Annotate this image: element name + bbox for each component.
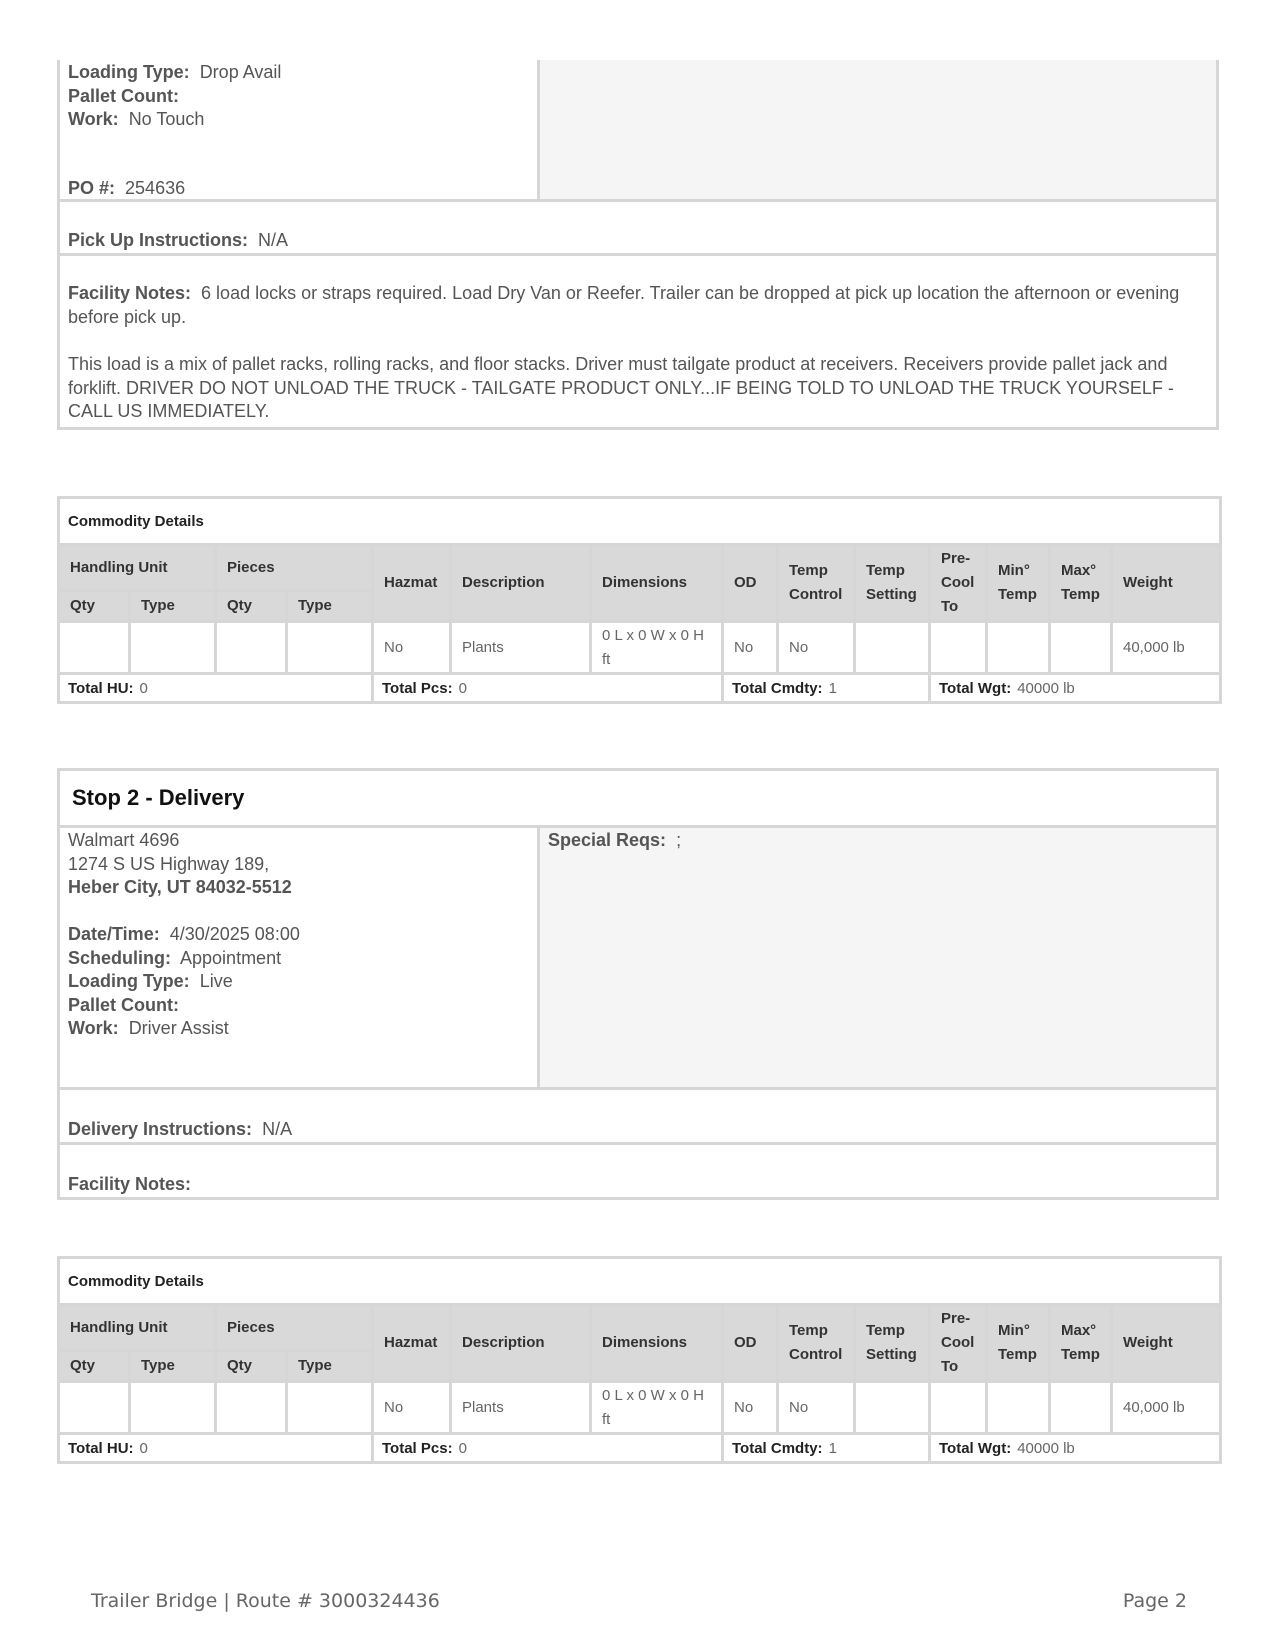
total-hu-value: 0: [139, 679, 148, 697]
total-hu-label: Total HU:: [68, 679, 134, 697]
commodity-table-2: [57, 1256, 1222, 1464]
total-wgt: [930, 674, 1221, 703]
total-hu-value: 0: [139, 1439, 148, 1457]
stop2-city-line: Heber City, UT 84032-5512: [68, 877, 292, 897]
stop1-facility-notes-label: Facility Notes:: [68, 283, 192, 303]
stop2-facility-notes-label: Facility Notes:: [68, 1173, 192, 1194]
stop2-header: [60, 771, 1216, 828]
col-pcs-type: Type: [287, 1351, 373, 1382]
description-cell: Plants: [451, 622, 591, 674]
stop1-instructions-row: [60, 202, 1216, 256]
hu-type-cell: [130, 1382, 216, 1434]
stop1-facility-notes-2: This load is a mix of pallet racks, rolling racks, and floor stacks. Driver must tailgate product at receivers. Receivers provide pallet jack and forklift. DRIVER DO NOT UNLOAD THE TRUCK - TAILGATE PRODUCT ONLY...IF BEING TOLD TO UNLOAD THE TRUCK YOURSELF - CALL US IMMEDIATELY.: [68, 354, 1174, 421]
col-hazmat: Hazmat: [373, 545, 451, 622]
hu-type-cell: [130, 622, 216, 674]
description-cell: Plants: [451, 1382, 591, 1434]
hu-qty-cell: [59, 1382, 130, 1434]
col-pcs-qty: Qty: [216, 591, 287, 622]
hazmat-cell: No: [373, 1382, 451, 1434]
stop2-loading-type-label: Loading Type:: [68, 971, 190, 991]
hazmat-cell: No: [373, 622, 451, 674]
commodity-title: Commodity Details: [59, 1258, 1221, 1305]
temp-setting-cell: [855, 622, 930, 674]
stop1-po: 254636: [125, 177, 186, 198]
col-temp-control: Temp Control: [778, 1305, 855, 1382]
stop2-datetime: 4/30/2025 08:00: [169, 924, 300, 944]
col-hazmat: Hazmat: [373, 1305, 451, 1382]
col-pcs-qty: Qty: [216, 1351, 287, 1382]
col-pcs-type: Type: [287, 591, 373, 622]
pcs-type-cell: [287, 1382, 373, 1434]
total-hu: [59, 1434, 373, 1463]
total-pcs-value: 0: [458, 679, 467, 697]
total-hu: [59, 674, 373, 703]
total-cmdty-label: Total Cmdty:: [732, 679, 823, 697]
stop2-work-label: Work:: [68, 1018, 119, 1038]
stop1-work: No Touch: [128, 109, 205, 129]
stop1-instructions-label: Pick Up Instructions:: [68, 229, 249, 250]
total-cmdty-value: 1: [828, 679, 837, 697]
temp-setting-cell: [855, 1382, 930, 1434]
stop1-po-label: PO #:: [68, 177, 116, 198]
col-pieces: Pieces: [216, 1305, 373, 1351]
stop2-scheduling: Appointment: [180, 947, 282, 968]
total-wgt-value: 40000 lb: [1017, 679, 1075, 697]
stop2-loading-type: Live: [199, 971, 233, 991]
total-pcs-label: Total Pcs:: [382, 679, 453, 697]
stop2-special-reqs-value: ;: [676, 830, 682, 850]
stop2-title: Stop 2 - Delivery: [72, 785, 245, 810]
stop2-special-reqs-label: Special Reqs:: [548, 830, 667, 850]
stop1-loading-type-label: Loading Type:: [68, 62, 190, 82]
pcs-type-cell: [287, 622, 373, 674]
precool-cell: [930, 622, 987, 674]
commodity-title: Commodity Details: [59, 498, 1221, 545]
table-row: [59, 622, 1221, 674]
stop1-details: [60, 60, 540, 199]
max-temp-cell: [1050, 622, 1112, 674]
stop2-facility-notes-row: [60, 1145, 1216, 1197]
stop2-special-reqs: [540, 828, 1216, 1087]
total-pcs-label: Total Pcs:: [382, 1439, 453, 1457]
min-temp-cell: [987, 622, 1050, 674]
col-precool: Pre-Cool To: [930, 545, 987, 622]
stop2-section: [57, 768, 1219, 1200]
stop2-scheduling-label: Scheduling:: [68, 947, 171, 968]
temp-control-cell: No: [778, 1382, 855, 1434]
pcs-qty-cell: [216, 622, 287, 674]
stop2-address: [60, 828, 540, 1087]
col-handling-unit: Handling Unit: [59, 545, 216, 591]
stop1-special-panel: [540, 60, 1216, 199]
total-wgt: [930, 1434, 1221, 1463]
col-weight: Weight: [1112, 545, 1221, 622]
stop1-instructions: N/A: [258, 229, 289, 250]
total-wgt-value: 40000 lb: [1017, 1439, 1075, 1457]
total-wgt-label: Total Wgt:: [939, 1439, 1012, 1457]
col-hu-type: Type: [130, 591, 216, 622]
col-handling-unit: Handling Unit: [59, 1305, 216, 1351]
col-min-temp: Min° Temp: [987, 545, 1050, 622]
od-cell: No: [723, 622, 778, 674]
stop1-facility-notes-1: 6 load locks or straps required. Load Dry Van or Reefer. Trailer can be dropped at pick up location the afternoon or evening before pick up.: [68, 283, 1180, 327]
hu-qty-cell: [59, 622, 130, 674]
stop2-instructions-row: [60, 1090, 1216, 1145]
total-hu-label: Total HU:: [68, 1439, 134, 1457]
stop2-work: Driver Assist: [128, 1018, 229, 1038]
col-temp-setting: Temp Setting: [855, 1305, 930, 1382]
footer-page-number: Page 2: [1122, 1590, 1187, 1612]
stop1-section: [57, 60, 1219, 430]
totals-row: [59, 1434, 1221, 1463]
stop1-loading-type: Drop Avail: [199, 62, 282, 82]
stop2-datetime-label: Date/Time:: [68, 924, 160, 944]
col-max-temp: Max° Temp: [1050, 1305, 1112, 1382]
stop1-facility-notes-row: [60, 256, 1216, 427]
col-hu-qty: Qty: [59, 1351, 130, 1382]
total-pcs: [373, 1434, 723, 1463]
total-cmdty-label: Total Cmdty:: [732, 1439, 823, 1457]
stop2-instructions-label: Delivery Instructions:: [68, 1118, 253, 1139]
col-dimensions: Dimensions: [591, 545, 723, 622]
col-hu-qty: Qty: [59, 591, 130, 622]
col-description: Description: [451, 545, 591, 622]
total-pcs: [373, 674, 723, 703]
precool-cell: [930, 1382, 987, 1434]
commodity-table-1: [57, 496, 1222, 704]
col-pieces: Pieces: [216, 545, 373, 591]
col-od: OD: [723, 545, 778, 622]
total-wgt-label: Total Wgt:: [939, 679, 1012, 697]
total-cmdty: [723, 1434, 930, 1463]
dimensions-cell: 0 L x 0 W x 0 H ft: [591, 622, 723, 674]
col-max-temp: Max° Temp: [1050, 545, 1112, 622]
temp-control-cell: No: [778, 622, 855, 674]
col-temp-setting: Temp Setting: [855, 545, 930, 622]
pcs-qty-cell: [216, 1382, 287, 1434]
total-cmdty: [723, 674, 930, 703]
total-pcs-value: 0: [458, 1439, 467, 1457]
col-dimensions: Dimensions: [591, 1305, 723, 1382]
col-precool: Pre-Cool To: [930, 1305, 987, 1382]
footer-route: Trailer Bridge | Route # 3000324436: [91, 1590, 440, 1612]
dimensions-cell: 0 L x 0 W x 0 H ft: [591, 1382, 723, 1434]
stop2-pallet-count-label: Pallet Count:: [68, 994, 179, 1015]
min-temp-cell: [987, 1382, 1050, 1434]
col-temp-control: Temp Control: [778, 545, 855, 622]
col-weight: Weight: [1112, 1305, 1221, 1382]
max-temp-cell: [1050, 1382, 1112, 1434]
od-cell: No: [723, 1382, 778, 1434]
totals-row: [59, 674, 1221, 703]
stop2-address1: 1274 S US Highway 189,: [68, 853, 270, 874]
total-cmdty-value: 1: [828, 1439, 837, 1457]
stop2-name: Walmart 4696: [68, 830, 180, 850]
stop2-instructions: N/A: [262, 1118, 293, 1139]
stop1-work-label: Work:: [68, 109, 119, 129]
col-od: OD: [723, 1305, 778, 1382]
weight-cell: 40,000 lb: [1112, 1382, 1221, 1434]
stop1-pallet-count-label: Pallet Count:: [68, 85, 179, 106]
col-min-temp: Min° Temp: [987, 1305, 1050, 1382]
table-row: [59, 1382, 1221, 1434]
col-description: Description: [451, 1305, 591, 1382]
weight-cell: 40,000 lb: [1112, 622, 1221, 674]
col-hu-type: Type: [130, 1351, 216, 1382]
